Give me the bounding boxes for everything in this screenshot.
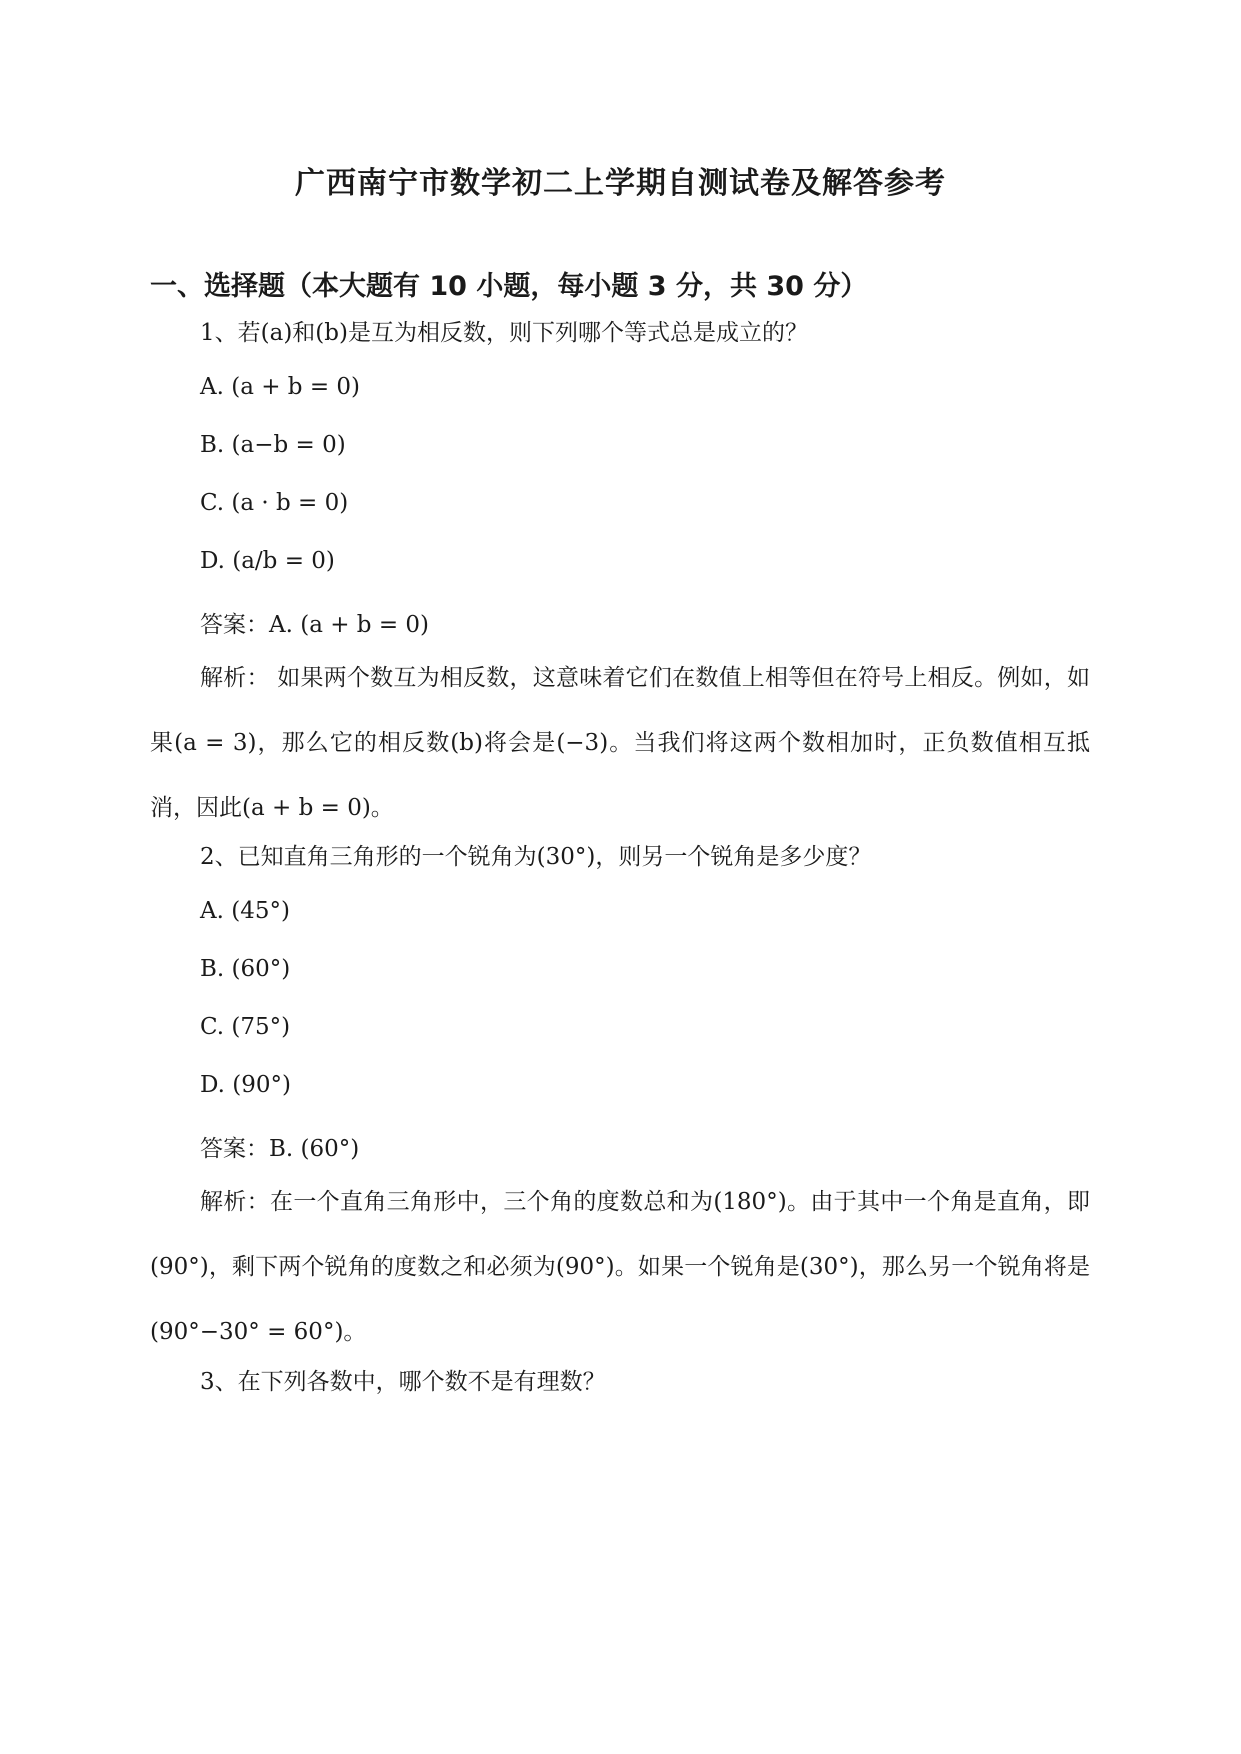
question-3-stem: 3、在下列各数中，哪个数不是有理数？ [200, 1369, 606, 1395]
section-heading: 一、选择题（本大题有 10 小题，每小题 3 分，共 30 分） [150, 271, 868, 302]
document-title: 广西南宁市数学初二上学期自测试卷及解答参考 [295, 166, 946, 201]
question-2-analysis: 解析：在一个直角三角形中，三个角的度数总和为(180°)。由于其中一个角是直角，即(90°)，剩下两个锐角的度数之和必须为(90°)。如果一个锐角是(30°)，那么另一个锐角将是(90°−30° = 60°)。 [150, 1189, 1090, 1345]
question-1-option-c: C. (a · b = 0) [200, 490, 349, 516]
question-1-option-a: A. (a + b = 0) [200, 374, 361, 400]
question-2-option-d: D. (90°) [200, 1072, 291, 1098]
question-1-option-b: B. (a−b = 0) [200, 432, 346, 458]
question-1-answer: 答案：A. (a + b = 0) [200, 612, 430, 638]
question-2-option-c: C. (75°) [200, 1014, 291, 1040]
question-1-stem: 1、若(a)和(b)是互为相反数，则下列哪个等式总是成立的？ [200, 320, 808, 346]
question-2-stem: 2、已知直角三角形的一个锐角为(30°)，则另一个锐角是多少度？ [200, 844, 872, 870]
question-2-option-b: B. (60°) [200, 956, 291, 982]
question-1-option-d: D. (a/b = 0) [200, 548, 335, 574]
question-1-analysis: 解析： 如果两个数互为相反数，这意味着它们在数值上相等但在符号上相反。例如，如果(a = 3)，那么它的相反数(b)将会是(−3)。当我们将这两个数相加时，正负数值相互抵消，因此(a + b = 0)。 [150, 665, 1090, 821]
question-2-answer: 答案：B. (60°) [200, 1136, 360, 1162]
question-2-option-a: A. (45°) [200, 898, 290, 924]
